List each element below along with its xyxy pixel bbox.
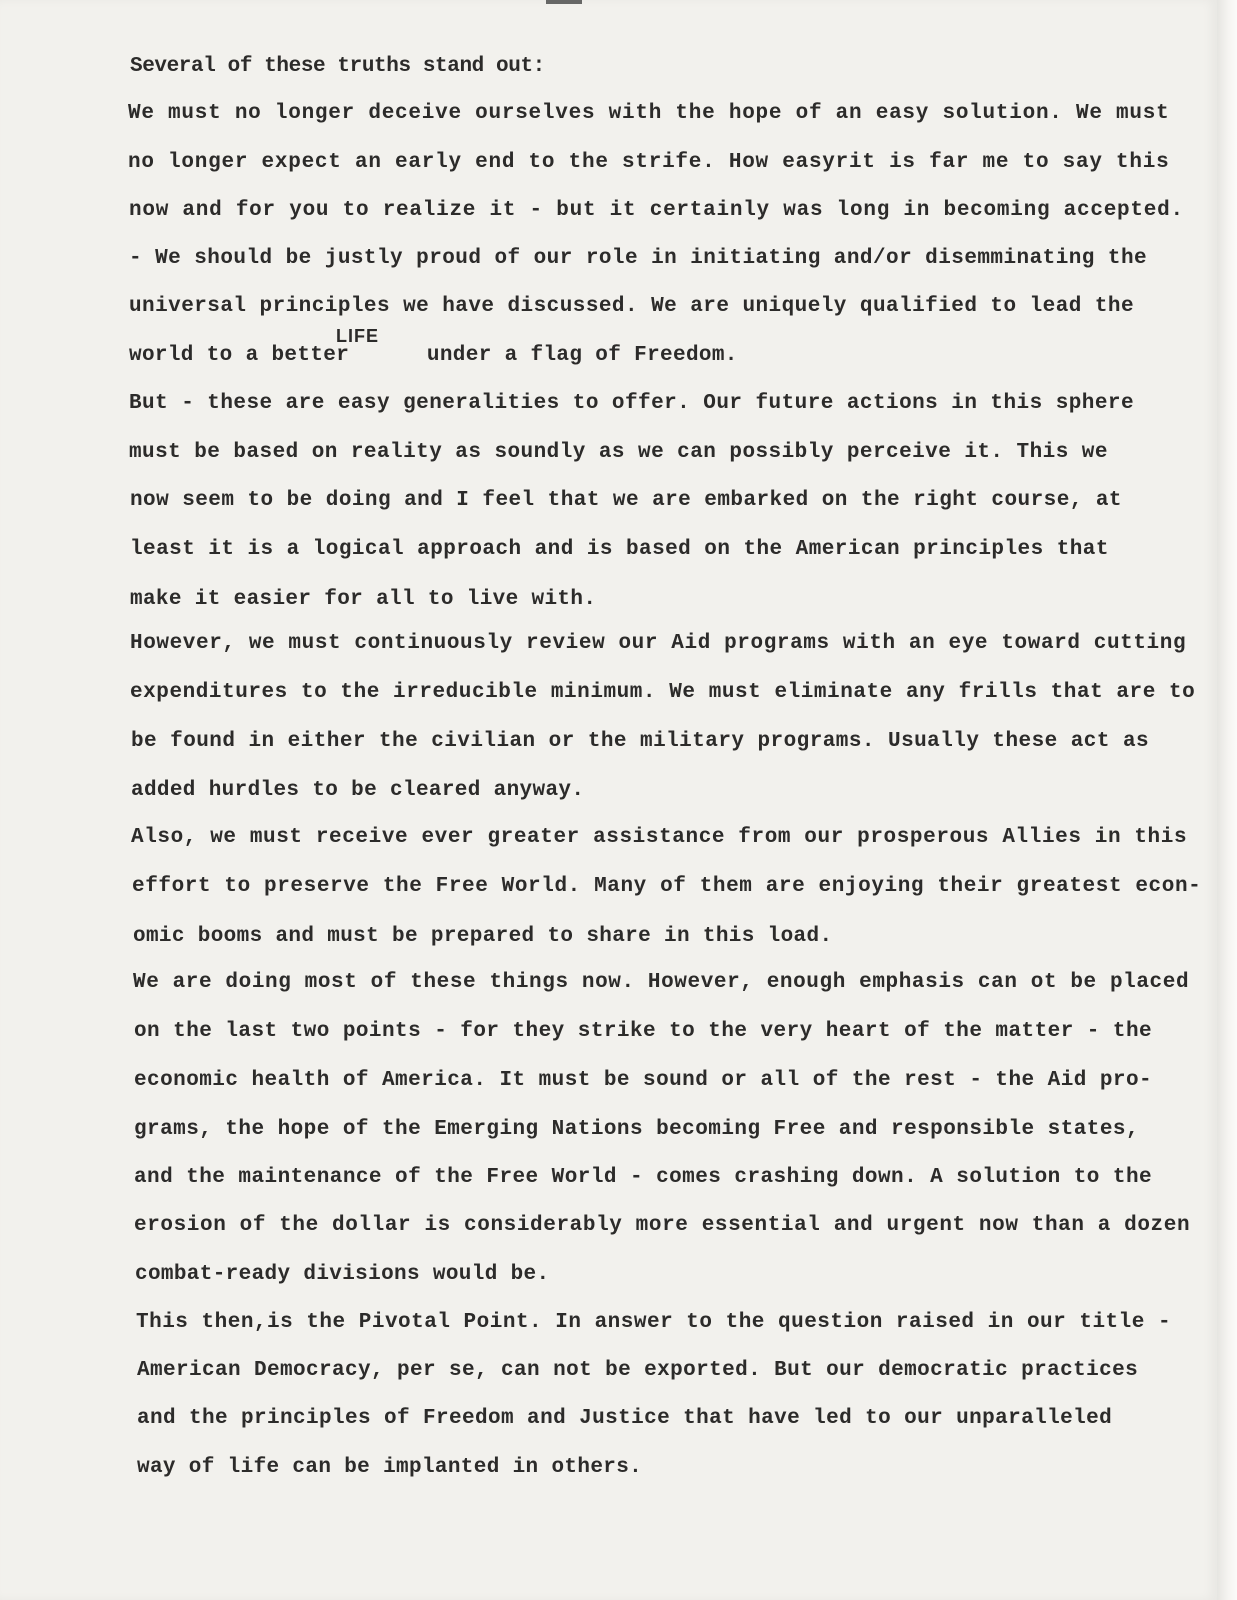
text-line: least it is a logical approach and is based on the American principles that bbox=[130, 538, 1109, 561]
text-line: omic booms and must be prepared to share in this load. bbox=[133, 925, 833, 948]
text-line: world to a better under a flag of Freedom. bbox=[129, 344, 738, 367]
text-line: This then,is the Pivotal Point. In answer to the question raised in our title - bbox=[136, 1311, 1172, 1334]
text-line: erosion of the dollar is considerably more essential and urgent now than a dozen bbox=[134, 1214, 1191, 1237]
page-edge bbox=[1217, 0, 1237, 1600]
text-line: But - these are easy generalities to offer. Our future actions in this sphere bbox=[129, 392, 1135, 415]
text-line: grams, the hope of the Emerging Nations becoming Free and responsible states, bbox=[134, 1118, 1140, 1141]
text-line: effort to preserve the Free World. Many of them are enjoying their greatest econ- bbox=[132, 875, 1202, 898]
text-line: and the principles of Freedom and Justice that have led to our unparalleled bbox=[137, 1407, 1113, 1430]
text-line: American Democracy, per se, can not be exported. But our democratic practices bbox=[137, 1359, 1139, 1382]
text-line: combat-ready divisions would be. bbox=[135, 1263, 550, 1286]
text-line: Also, we must receive ever greater assistance from our prosperous Allies in this bbox=[131, 826, 1188, 849]
text-line: now and for you to realize it - but it certainly was long in becoming accepted. bbox=[129, 199, 1184, 222]
text-line: economic health of America. It must be sound or all of the rest - the Aid pro- bbox=[134, 1069, 1153, 1092]
text-line: Several of these truths stand out: bbox=[130, 55, 545, 78]
text-line: must be based on reality as soundly as we can possibly perceive it. This we bbox=[129, 441, 1108, 464]
text-line: be found in either the civilian or the military programs. Usually these act as bbox=[131, 730, 1150, 753]
page-number-mark bbox=[546, 0, 582, 4]
text-line: on the last two points - for they strike to the very heart of the matter - the bbox=[134, 1020, 1153, 1043]
text-line: way of life can be implanted in others. bbox=[137, 1456, 643, 1479]
text-line: expenditures to the irreducible minimum. We must eliminate any frills that are to bbox=[130, 681, 1196, 704]
text-line: We must no longer deceive ourselves with the hope of an easy solution. We must bbox=[128, 102, 1170, 125]
text-line: - We should be justly proud of our role in initiating and/or disemminating the bbox=[129, 247, 1148, 270]
text-line: universal principles we have discussed. We are uniquely qualified to lead the bbox=[129, 295, 1135, 318]
text-line: and the maintenance of the Free World - comes crashing down. A solution to the bbox=[134, 1166, 1153, 1189]
text-line: now seem to be doing and I feel that we are embarked on the right course, at bbox=[130, 489, 1122, 512]
text-line: However, we must continuously review our Aid programs with an eye toward cutting bbox=[130, 632, 1187, 655]
text-line: added hurdles to be cleared anyway. bbox=[131, 779, 585, 802]
text-line: no longer expect an early end to the strife. How easyrit is far me to say this bbox=[128, 151, 1170, 174]
text-line: We are doing most of these things now. However, enough emphasis can ot be placed bbox=[133, 971, 1190, 994]
handwritten-insertion: LIFE bbox=[336, 326, 379, 346]
text-line: make it easier for all to live with. bbox=[130, 588, 597, 611]
